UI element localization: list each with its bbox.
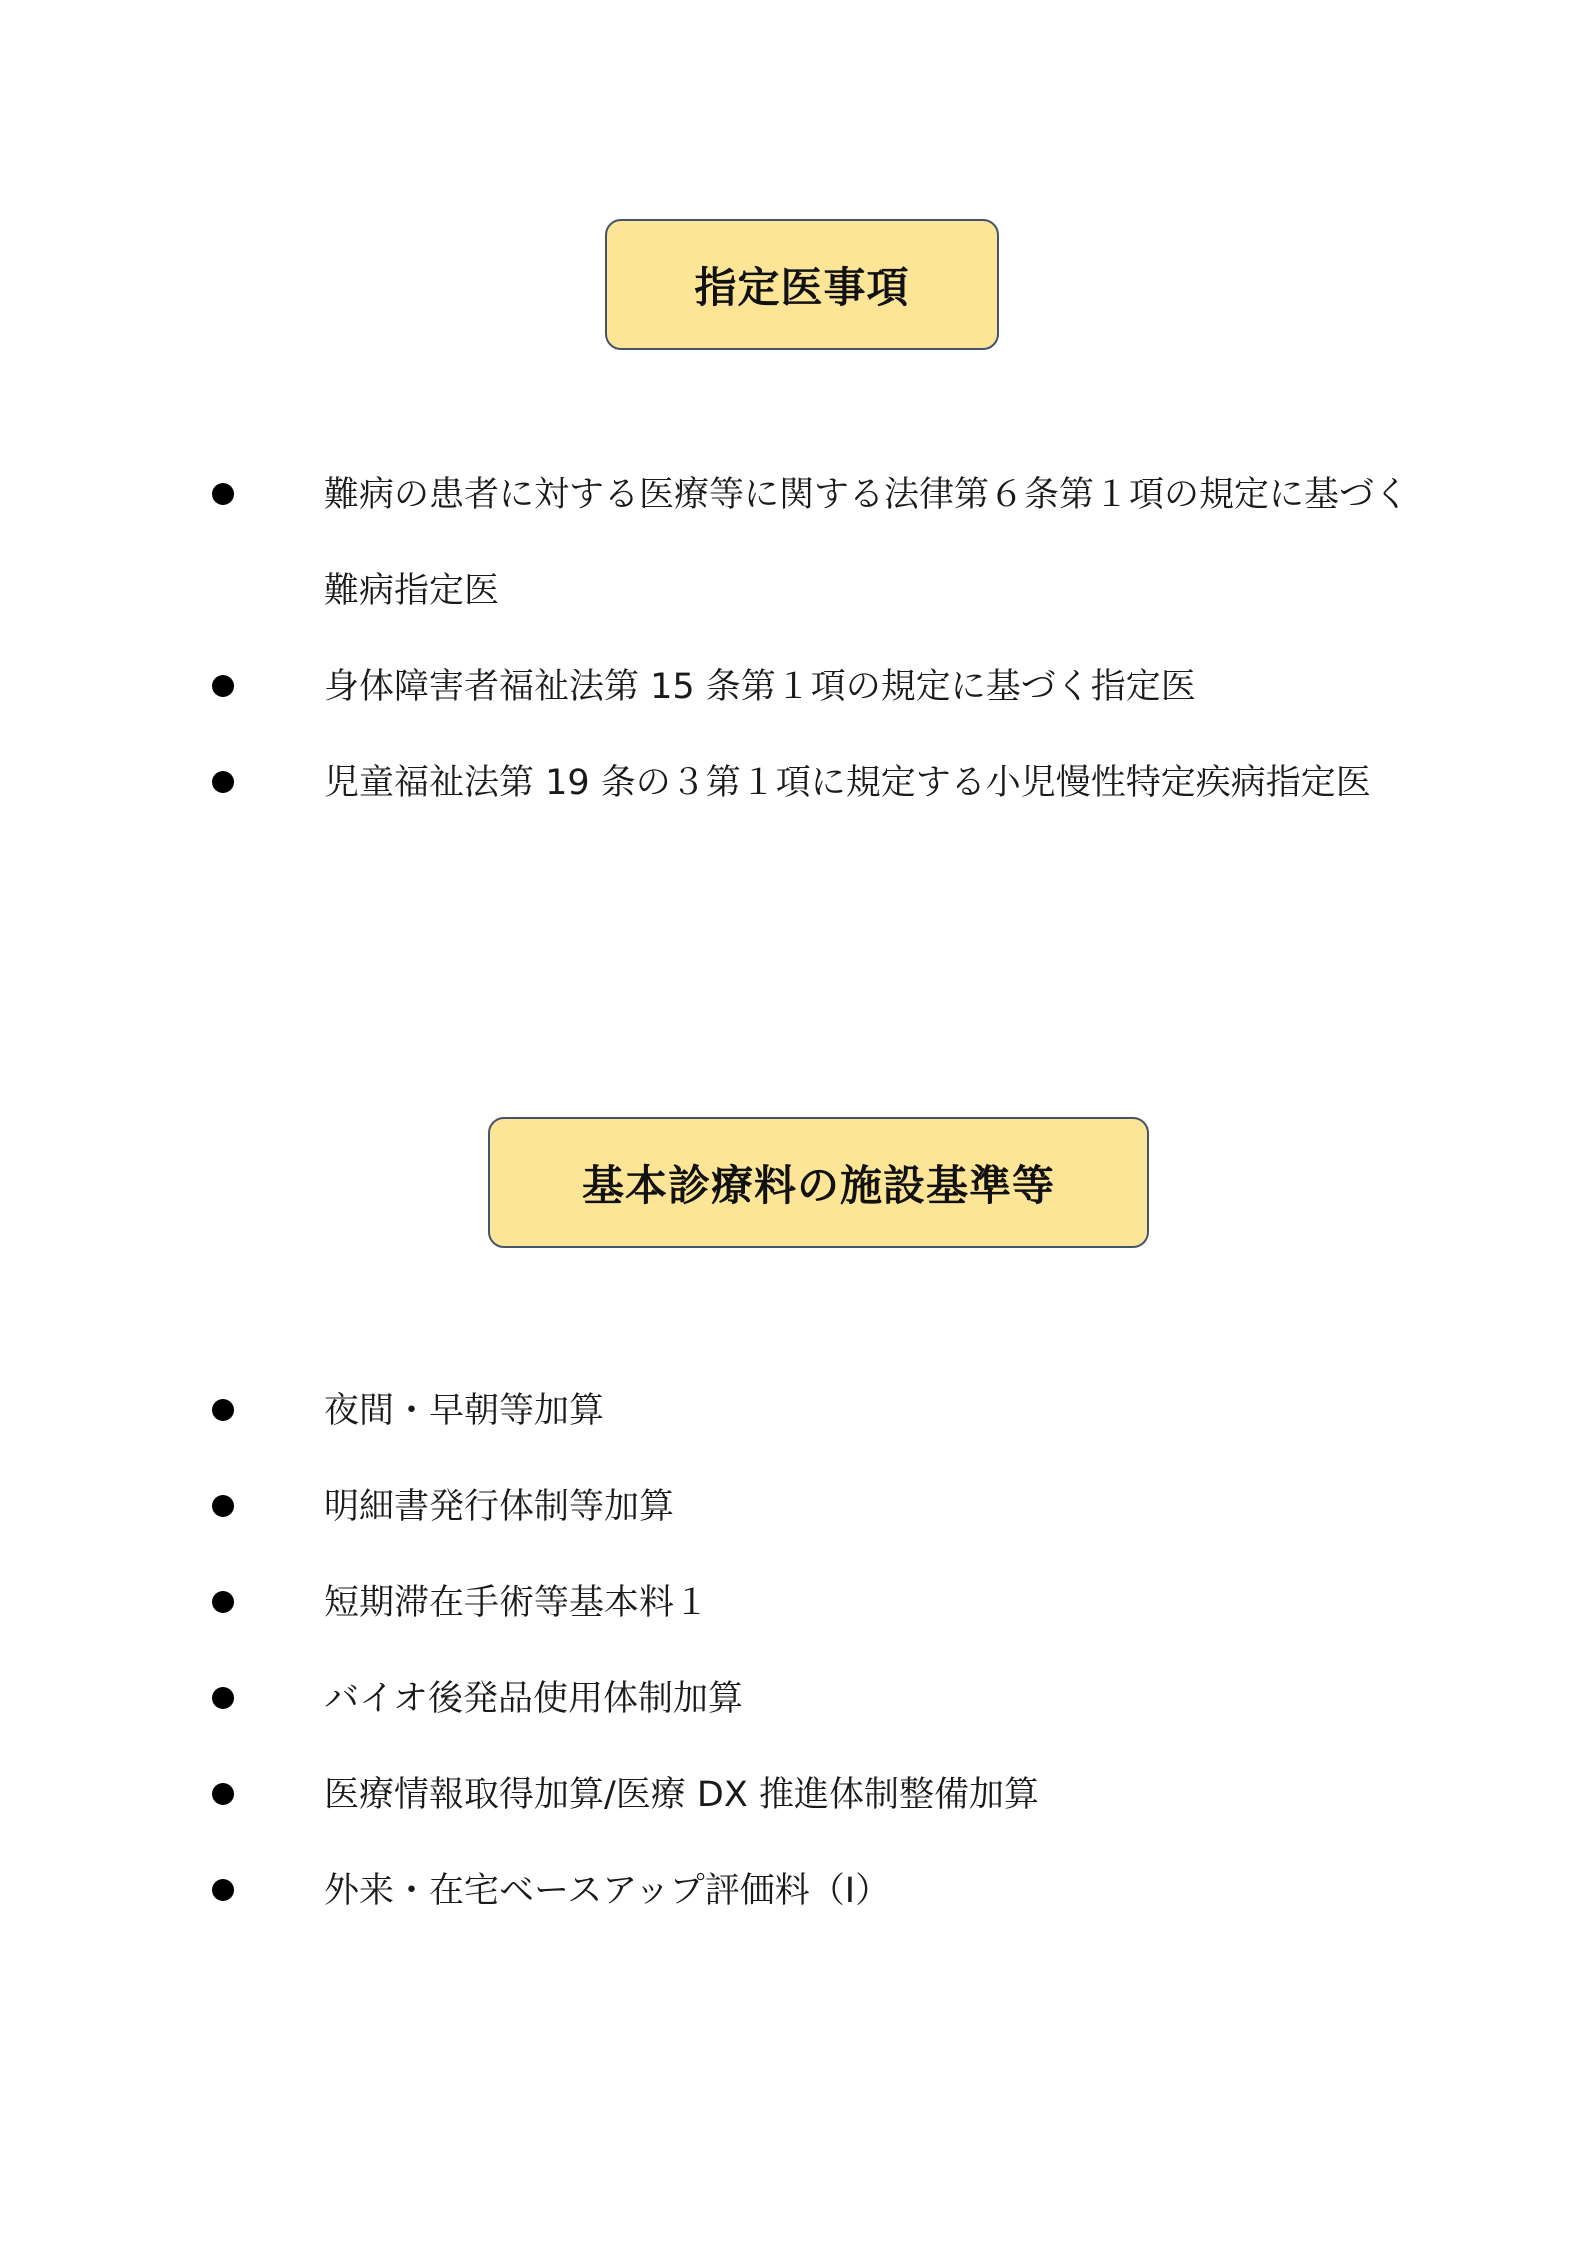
bullet-icon [212,675,234,697]
list-item [0,1747,1414,1843]
list-item [0,1363,1414,1459]
bullet-icon [212,771,234,793]
list-item-text: 児童福祉法第 19 条の３第１項に規定する小児慢性特定疾病指定医 [324,763,1371,803]
list-item [0,735,1414,831]
list-item [0,639,1414,735]
designated-doctor-list [0,447,1587,831]
list-item-text: バイオ後発品使用体制加算 [324,1679,743,1719]
list-item [0,1555,1414,1651]
bullet-icon [212,1495,234,1517]
list-item-text: 外来・在宅ベースアップ評価料（Ⅰ） [324,1871,891,1911]
list-item-text: 明細書発行体制等加算 [324,1487,675,1527]
section-heading-designated-doctor [605,219,999,350]
list-item [0,447,1414,639]
list-item [0,1843,1414,1939]
bullet-icon [212,1687,234,1709]
bullet-icon [212,1783,234,1805]
section-heading-facility-standards [488,1117,1149,1248]
facility-standards-list [0,1363,1587,1939]
list-item-text: 医療情報取得加算/医療 DX 推進体制整備加算 [324,1775,1039,1815]
list-item [0,1459,1414,1555]
bullet-icon [212,483,234,505]
list-item-text: 難病の患者に対する医療等に関する法律第６条第１項の規定に基づく難病指定医 [324,475,1410,611]
list-item-text: 身体障害者福祉法第 15 条第１項の規定に基づく指定医 [324,667,1196,707]
section-title-facility-standards: 基本診療料の施設基準等 [581,1160,1055,1210]
bullet-icon [212,1879,234,1901]
list-item [0,1651,1414,1747]
bullet-icon [212,1399,234,1421]
bullet-icon [212,1591,234,1613]
list-item-text: 短期滞在手術等基本料１ [324,1583,710,1623]
list-item-text: 夜間・早朝等加算 [324,1391,605,1431]
section-title-designated-doctor: 指定医事項 [694,262,910,312]
